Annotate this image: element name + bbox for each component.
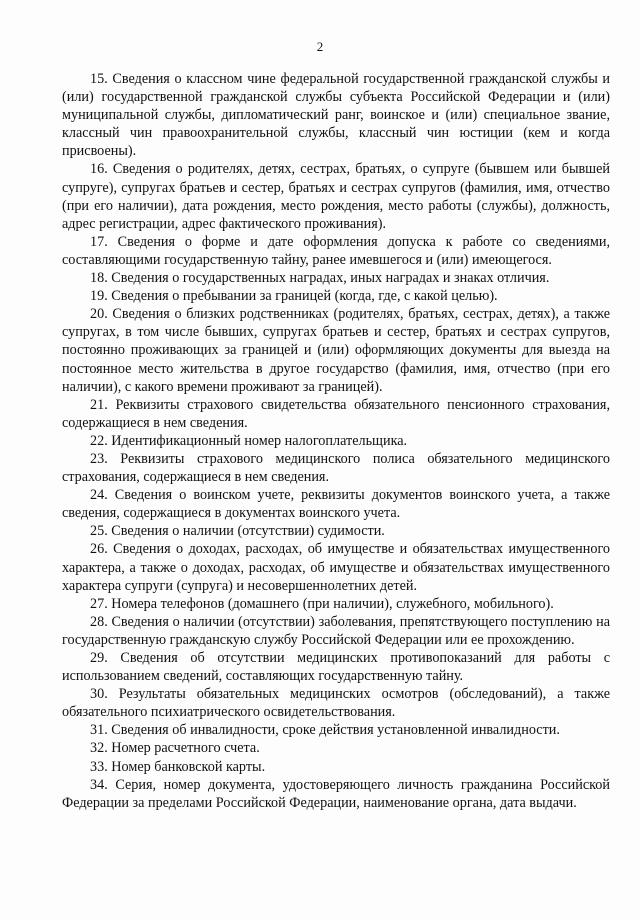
list-item-34: 34. Серия, номер документа, удостоверяющего личность гражданина Российской Федерации за пределами Российской Федерации, наименование органа, дата выдачи. bbox=[62, 776, 610, 811]
list-item-17: 17. Сведения о форме и дате оформления допуска к работе со сведениями, составляющими государственную тайну, ранее имевшегося и (или) имеющегося. bbox=[62, 233, 610, 268]
list-item-23: 23. Реквизиты страхового медицинского полиса обязательного медицинского страхования, содержащиеся в нем сведения. bbox=[62, 450, 610, 486]
list-item-28: 28. Сведения о наличии (отсутствии) заболевания, препятствующего поступлению на государственную гражданскую службу Российской Федерации или ее прохождению. bbox=[62, 613, 610, 648]
list-item-15: 15. Сведения о классном чине федеральной государственной гражданской службы и (или) государственной гражданской службы субъекта Российской Федерации и (или) муниципальной службы, дипломатический ранг, воинское и (или) специальное звание, классный чин правоохранительной службы, классный чин юстиции (кем и когда присвоены). bbox=[62, 71, 610, 160]
list-item-19: 19. Сведения о пребывании за границей (когда, где, с какой целью). bbox=[90, 288, 498, 305]
document-body bbox=[62, 70, 610, 812]
list-item-18: 18. Сведения о государственных наградах, иных наградах и знаках отличия. bbox=[90, 270, 550, 287]
list-item-26: 26. Сведения о доходах, расходах, об имуществе и обязательствах имущественного характера, а также о доходах, расходах, об имуществе и обязательствах имущественного характера супруги (супруга) и несовершеннолетних детей. bbox=[62, 541, 610, 594]
list-item-25: 25. Сведения о наличии (отсутствии) судимости. bbox=[90, 523, 385, 540]
list-item-32: 32. Номер расчетного счета. bbox=[90, 740, 260, 757]
list-item-22: 22. Идентификационный номер налогоплательщика. bbox=[90, 432, 408, 449]
page-number: 2 bbox=[316, 39, 324, 54]
list-item-21: 21. Реквизиты страхового свидетельства обязательного пенсионного страхования, содержащиеся в нем сведения. bbox=[62, 396, 610, 431]
list-item-33: 33. Номер банковской карты. bbox=[90, 758, 266, 775]
list-item-20: 20. Сведения о близких родственниках (родителях, братьях, сестрах, детях), а также супругах, в том числе бывших, супругах братьев и сестер, братьях и сестрах супругов, постоянно проживающих за границей и (или) оформляющих документы для выезда на постоянное место жительства в другое государство (фамилия, имя, отчество (при его наличии), с какого времени проживают за границей). bbox=[62, 306, 610, 395]
list-item-27: 27. Номера телефонов (домашнего (при наличии), служебного, мобильного). bbox=[90, 595, 554, 612]
list-item-29: 29. Сведения об отсутствии медицинских противопоказаний для работы с использованием сведений, составляющих государственную тайну. bbox=[62, 650, 610, 685]
list-item-16: 16. Сведения о родителях, детях, сестрах, братьях, о супруге (бывшем или бывшей супруге), супругах братьев и сестер, братьях и сестрах супругов (фамилия, имя, отчество (при его наличии), дата рождения, место рождения, место работы (службы), должность, адрес регистрации, адрес фактического проживания). bbox=[62, 161, 610, 232]
list-item-30: 30. Результаты обязательных медицинских осмотров (обследований), а также обязательного психиатрического освидетельствования. bbox=[62, 686, 610, 721]
list-item-24: 24. Сведения о воинском учете, реквизиты документов воинского учета, а также сведения, содержащиеся в документах воинского учета. bbox=[62, 487, 610, 522]
list-item-31: 31. Сведения об инвалидности, сроке действия установленной инвалидности. bbox=[90, 722, 560, 739]
